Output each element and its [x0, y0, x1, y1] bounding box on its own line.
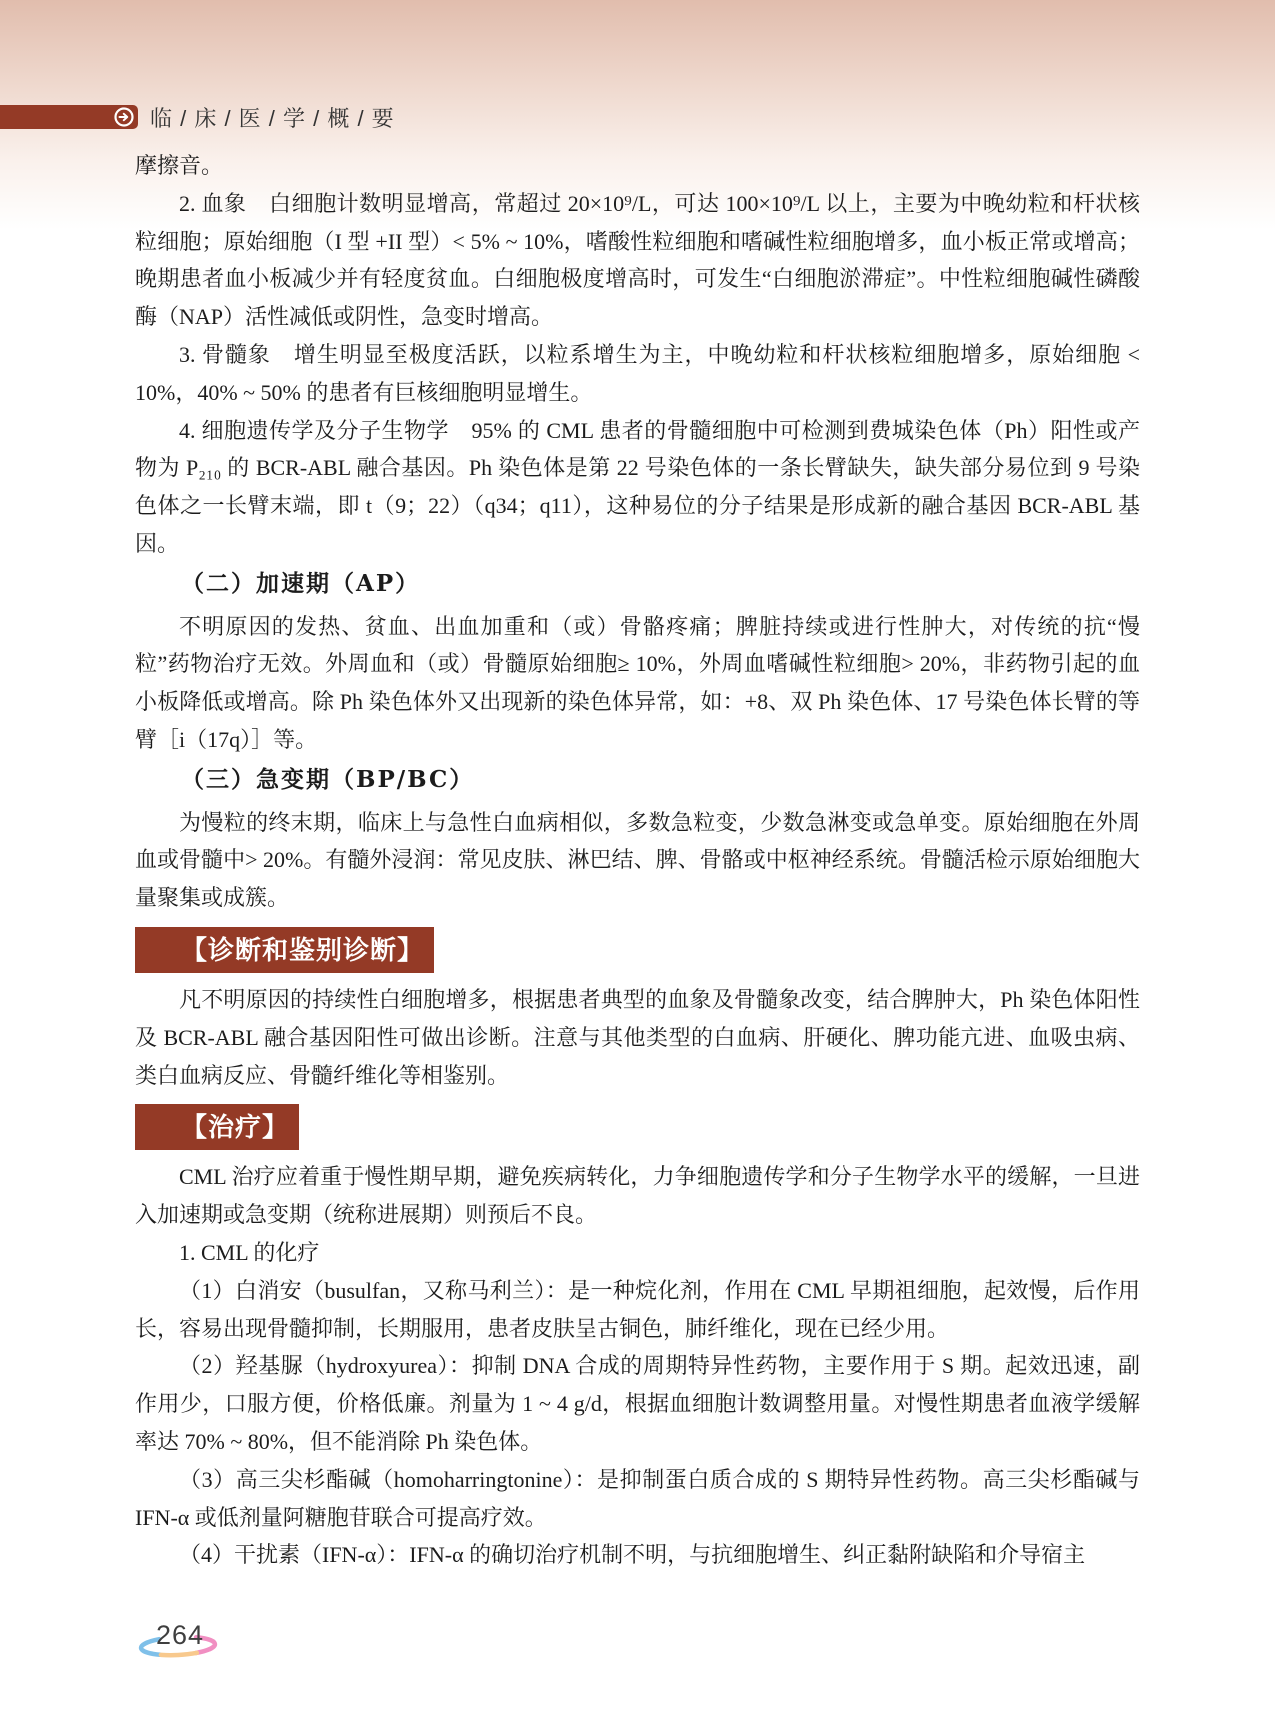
paragraph: （3）高三尖杉酯碱（homoharringtonine）：是抑制蛋白质合成的 S 期特异性药物。高三尖杉酯碱与 IFN-α 或低剂量阿糖胞苷联合可提高疗效。: [135, 1466, 1140, 1530]
paragraph: （1）白消安（busulfan，又称马利兰）：是一种烷化剂，作用在 CML 早期祖细胞，起效慢，后作用长，容易出现骨髓抑制，长期服用，患者皮肤呈古铜色，肺纤维化，现在已经少用。: [135, 1277, 1140, 1341]
subsection-heading: （三）急变期（BP/BC）: [181, 765, 475, 793]
section-heading-box: 【诊断和鉴别诊断】: [135, 927, 434, 973]
section-heading-box: 【治疗】: [135, 1104, 299, 1150]
paragraph: 为慢粒的终末期，临床上与急性白血病相似，多数急粒变，少数急淋变或急单变。原始细胞在外周血或骨髓中> 20%。有髓外浸润：常见皮肤、淋巴结、脾、骨骼或中枢神经系统。骨髓活检示原始细胞大量聚集或成簇。: [135, 809, 1140, 911]
paragraph: 不明原因的发热、贫血、出血加重和（或）骨骼疼痛；脾脏持续或进行性肿大，对传统的抗“慢粒”药物治疗无效。外周血和（或）骨髓原始细胞≥ 10%，外周血嗜碱性粒细胞> 20%，非药物引起的血小板降低或增高。除 Ph 染色体外又出现新的染色体异常，如：+8、双 Ph 染色体、17 号染色体长臂的等臂［i（17q）］等。: [135, 613, 1140, 752]
paragraph: （4）干扰素（IFN-α）：IFN-α 的确切治疗机制不明，与抗细胞增生、纠正黏附缺陷和介导宿主: [179, 1542, 1086, 1568]
page-footer: [136, 1620, 226, 1660]
header-bar: [0, 105, 138, 129]
paragraph: 2. 血象 白细胞计数明显增高，常超过 20×10⁹/L，可达 100×10⁹/L 以上，主要为中晚幼粒和杆状核粒细胞；原始细胞（I 型 +II 型）< 5% ~ 10%，嗜酸性粒细胞和嗜碱性粒细胞增多，血小板正常或增高；晚期患者血小板减少并有轻度贫血。白细胞极度增高时，可发生“白细胞淤滞症”。中性粒细胞碱性磷酸酶（NAP）活性减低或阴性，急变时增高。: [135, 190, 1140, 330]
paragraph: （2）羟基脲（hydroxyurea）：抑制 DNA 合成的周期特异性药物，主要作用于 S 期。起效迅速，副作用少，口服方便，价格低廉。剂量为 1 ~ 4 g/d，根据血细胞计数调整用量。对慢性期患者血液学缓解率达 70% ~ 80%，但不能消除 Ph 染色体。: [135, 1353, 1140, 1454]
paragraph: 摩擦音。: [135, 153, 224, 178]
arrow-right-icon: [114, 107, 134, 127]
paragraph: 凡不明原因的持续性白细胞增多，根据患者典型的血象及骨髓象改变，结合脾肿大，Ph 染色体阳性及 BCR-ABL 融合基因阳性可做出诊断。注意与其他类型的白血病、肝硬化、脾功能亢进、血吸虫病、类白血病反应、骨髓纤维化等相鉴别。: [135, 986, 1140, 1088]
page-number: 264: [156, 1620, 205, 1650]
content-column: [135, 147, 1140, 1574]
book-title: 临 / 床 / 医 / 学 / 概 / 要: [150, 105, 395, 131]
paragraph: 1. CML 的化疗: [179, 1239, 320, 1265]
subsection-heading: （二）加速期（AP）: [181, 569, 421, 597]
paragraph: 4. 细胞遗传学及分子生物学 95% 的 CML 患者的骨髓细胞中可检测到费城染色体（Ph）阳性或产物为 P₂₁₀ 的 BCR-ABL 融合基因。Ph 染色体是第 22 号染色体的一条长臂缺失，缺失部分易位到 9 号染色体之一长臂末端，即 t（9；22）（q34；q11），这种易位的分子结果是形成新的融合基因 BCR-ABL 基因。: [135, 417, 1140, 556]
paragraph: 3. 骨髓象 增生明显至极度活跃，以粒系增生为主，中晚幼粒和杆状核粒细胞增多，原始细胞 < 10%，40% ~ 50% 的患者有巨核细胞明显增生。: [135, 341, 1140, 405]
page-header: [0, 104, 395, 130]
paragraph: CML 治疗应着重于慢性期早期，避免疾病转化，力争细胞遗传学和分子生物学水平的缓解，一旦进入加速期或急变期（统称进展期）则预后不良。: [135, 1164, 1140, 1228]
